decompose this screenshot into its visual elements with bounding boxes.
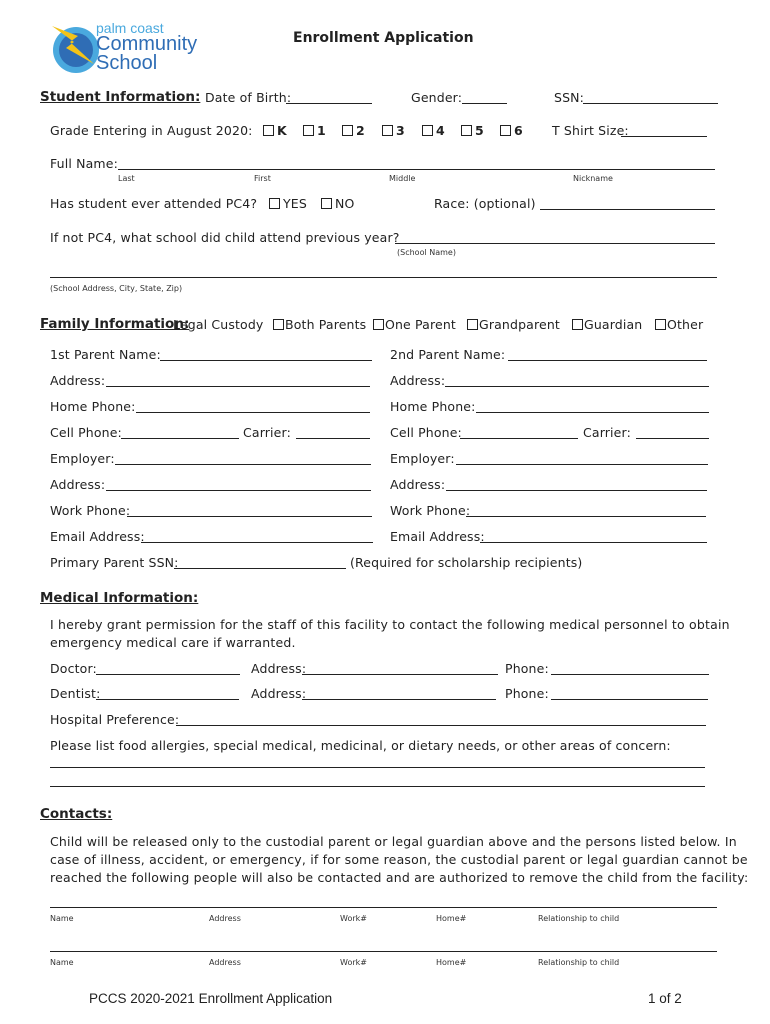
parent1-cell-phone-field[interactable] [121, 438, 239, 439]
checkbox-icon [342, 125, 353, 136]
family-section-heading: Family Information: [40, 316, 190, 332]
doctor-label: Doctor: [50, 661, 97, 676]
primary-ssn-label: Primary Parent SSN: [50, 555, 179, 570]
grade-option-1[interactable]: 1 [303, 123, 326, 138]
contacts-section-heading: Contacts: [40, 806, 113, 822]
medical-section-heading: Medical Information: [40, 590, 199, 606]
parent2-employer-field[interactable] [456, 464, 708, 465]
contact2-col-address: Address [209, 958, 241, 967]
custody-option-other[interactable]: Other [655, 317, 703, 332]
checkbox-icon [373, 319, 384, 330]
parent2-work-phone-label: Work Phone: [390, 503, 471, 518]
parent2-employer-address-label: Address: [390, 477, 446, 492]
grade-label: Grade Entering in August 2020: [50, 123, 253, 138]
contact2-col-name: Name [50, 958, 74, 967]
checkbox-icon [500, 125, 511, 136]
parent2-employer-address-field[interactable] [446, 490, 707, 491]
parent2-cell-phone-field[interactable] [460, 438, 578, 439]
checkbox-icon [263, 125, 274, 136]
school-name-sub: (School Name) [397, 248, 456, 257]
logo-text-line3: School [96, 52, 158, 74]
doctor-phone-label: Phone: [505, 661, 549, 676]
full-name-sub-last: Last [118, 174, 135, 183]
parent1-home-phone-field[interactable] [136, 412, 370, 413]
dentist-address-field[interactable] [302, 699, 496, 700]
parent2-address-label: Address: [390, 373, 446, 388]
parent2-name-label: 2nd Parent Name: [390, 347, 506, 362]
custody-option-one-parent[interactable]: One Parent [373, 317, 456, 332]
contact1-col-work: Work# [340, 914, 367, 923]
checkbox-icon [269, 198, 280, 209]
grade-option-5[interactable]: 5 [461, 123, 484, 138]
school-address-sub: (School Address, City, State, Zip) [50, 284, 183, 293]
custody-option-grandparent[interactable]: Grandparent [467, 317, 560, 332]
parent1-employer-field[interactable] [115, 464, 371, 465]
parent1-address-label: Address: [50, 373, 106, 388]
medical-permission-line1: I hereby grant permission for the staff of this facility to contact the following medical personnel to obtain [50, 617, 730, 632]
custody-label: Legal Custody [173, 317, 264, 332]
doctor-phone-field[interactable] [551, 674, 709, 675]
primary-ssn-field[interactable] [174, 568, 346, 569]
parent1-carrier-label: Carrier: [243, 425, 291, 440]
checkbox-icon [572, 319, 583, 330]
dentist-phone-field[interactable] [551, 699, 708, 700]
ssn-label: SSN: [554, 90, 585, 105]
ssn-field[interactable] [583, 103, 718, 104]
race-label: Race: (optional) [434, 196, 536, 211]
page-title: Enrollment Application [293, 30, 474, 46]
contacts-text-line1: Child will be released only to the custodial parent or legal guardian above and the persons listed below. In [50, 834, 737, 849]
doctor-field[interactable] [96, 674, 240, 675]
custody-option-both-parents[interactable]: Both Parents [273, 317, 366, 332]
checkbox-icon [655, 319, 666, 330]
parent2-employer-label: Employer: [390, 451, 455, 466]
parent1-employer-address-label: Address: [50, 477, 106, 492]
parent2-carrier-label: Carrier: [583, 425, 631, 440]
tshirt-field[interactable] [621, 136, 707, 137]
parent2-home-phone-field[interactable] [476, 412, 709, 413]
school-address-field[interactable] [50, 277, 717, 278]
parent2-carrier-field[interactable] [636, 438, 709, 439]
checkbox-icon [321, 198, 332, 209]
parent1-employer-label: Employer: [50, 451, 115, 466]
parent1-employer-address-field[interactable] [106, 490, 371, 491]
checkbox-icon [273, 319, 284, 330]
contact1-col-home: Home# [436, 914, 467, 923]
parent1-name-label: 1st Parent Name: [50, 347, 161, 362]
grade-option-2[interactable]: 2 [342, 123, 365, 138]
scholarship-note: (Required for scholarship recipients) [350, 555, 583, 570]
parent1-email-label: Email Address: [50, 529, 145, 544]
parent1-address-field[interactable] [106, 386, 370, 387]
full-name-sub-middle: Middle [389, 174, 416, 183]
full-name-field[interactable] [118, 169, 715, 170]
grade-option-4[interactable]: 4 [422, 123, 445, 138]
parent2-cell-phone-label: Cell Phone: [390, 425, 462, 440]
parent2-address-field[interactable] [445, 386, 709, 387]
grade-option-3[interactable]: 3 [382, 123, 405, 138]
contact2-col-work: Work# [340, 958, 367, 967]
full-name-sub-first: First [254, 174, 271, 183]
checkbox-icon [382, 125, 393, 136]
full-name-sub-nickname: Nickname [573, 174, 613, 183]
contact1-col-relationship: Relationship to child [538, 914, 620, 923]
parent2-work-phone-field[interactable] [466, 516, 706, 517]
dentist-label: Dentist: [50, 686, 101, 701]
parent1-email-field[interactable] [141, 542, 373, 543]
grade-option-6[interactable]: 6 [500, 123, 523, 138]
contact1-field[interactable] [50, 907, 717, 908]
contact2-col-relationship: Relationship to child [538, 958, 620, 967]
parent2-email-label: Email Address: [390, 529, 485, 544]
hospital-label: Hospital Preference: [50, 712, 180, 727]
footer-title: PCCS 2020-2021 Enrollment Application [89, 991, 333, 1006]
parent1-cell-phone-label: Cell Phone: [50, 425, 122, 440]
dentist-field[interactable] [96, 699, 239, 700]
parent1-name-field[interactable] [160, 360, 372, 361]
race-field[interactable] [540, 209, 715, 210]
attended-yes-option[interactable]: YES [269, 196, 307, 211]
contact2-col-home: Home# [436, 958, 467, 967]
doctor-address-field[interactable] [302, 674, 498, 675]
attended-label: Has student ever attended PC4? [50, 196, 258, 211]
parent1-home-phone-label: Home Phone: [50, 399, 136, 414]
contact1-col-address: Address [209, 914, 241, 923]
tshirt-label: T Shirt Size: [552, 123, 629, 138]
grade-option-k[interactable]: K [263, 123, 287, 138]
logo [48, 20, 208, 76]
contact1-col-name: Name [50, 914, 74, 923]
custody-option-guardian[interactable]: Guardian [572, 317, 642, 332]
parent1-work-phone-field[interactable] [127, 516, 372, 517]
parent2-name-field[interactable] [508, 360, 707, 361]
parent2-email-field[interactable] [480, 542, 707, 543]
full-name-label: Full Name: [50, 156, 118, 171]
student-section-heading: Student Information: [40, 89, 201, 105]
prev-school-label: If not PC4, what school did child attend previous year? [50, 230, 400, 245]
checkbox-icon [422, 125, 433, 136]
contacts-text-line3: reached the following people will also be contacted and are authorized to remove the child from the facility: [50, 870, 749, 885]
dentist-address-label: Address: [251, 686, 307, 701]
parent1-carrier-field[interactable] [296, 438, 370, 439]
page-number: 1 of 2 [648, 991, 682, 1006]
dentist-phone-label: Phone: [505, 686, 549, 701]
logo-text-line2: Community [96, 33, 198, 55]
checkbox-icon [303, 125, 314, 136]
parent2-home-phone-label: Home Phone: [390, 399, 476, 414]
allergies-field-line1[interactable] [50, 767, 705, 768]
gender-label: Gender: [411, 90, 463, 105]
medical-permission-line2: emergency medical care if warranted. [50, 635, 296, 650]
checkbox-icon [467, 319, 478, 330]
allergies-label: Please list food allergies, special medical, medicinal, or dietary needs, or other areas of concern: [50, 738, 671, 753]
gender-field[interactable] [462, 103, 507, 104]
hospital-field[interactable] [176, 725, 706, 726]
dob-label: Date of Birth: [205, 90, 292, 105]
contact2-field[interactable] [50, 951, 717, 952]
allergies-field-line2[interactable] [50, 786, 705, 787]
attended-no-option[interactable]: NO [321, 196, 355, 211]
prev-school-field[interactable] [395, 243, 715, 244]
doctor-address-label: Address: [251, 661, 307, 676]
dob-field[interactable] [286, 103, 372, 104]
logo-text-line1: palm coast [96, 20, 164, 36]
checkbox-icon [461, 125, 472, 136]
parent1-work-phone-label: Work Phone: [50, 503, 131, 518]
contacts-text-line2: case of illness, accident, or emergency, if for some reason, the custodial parent or legal guardian cannot be [50, 852, 748, 867]
